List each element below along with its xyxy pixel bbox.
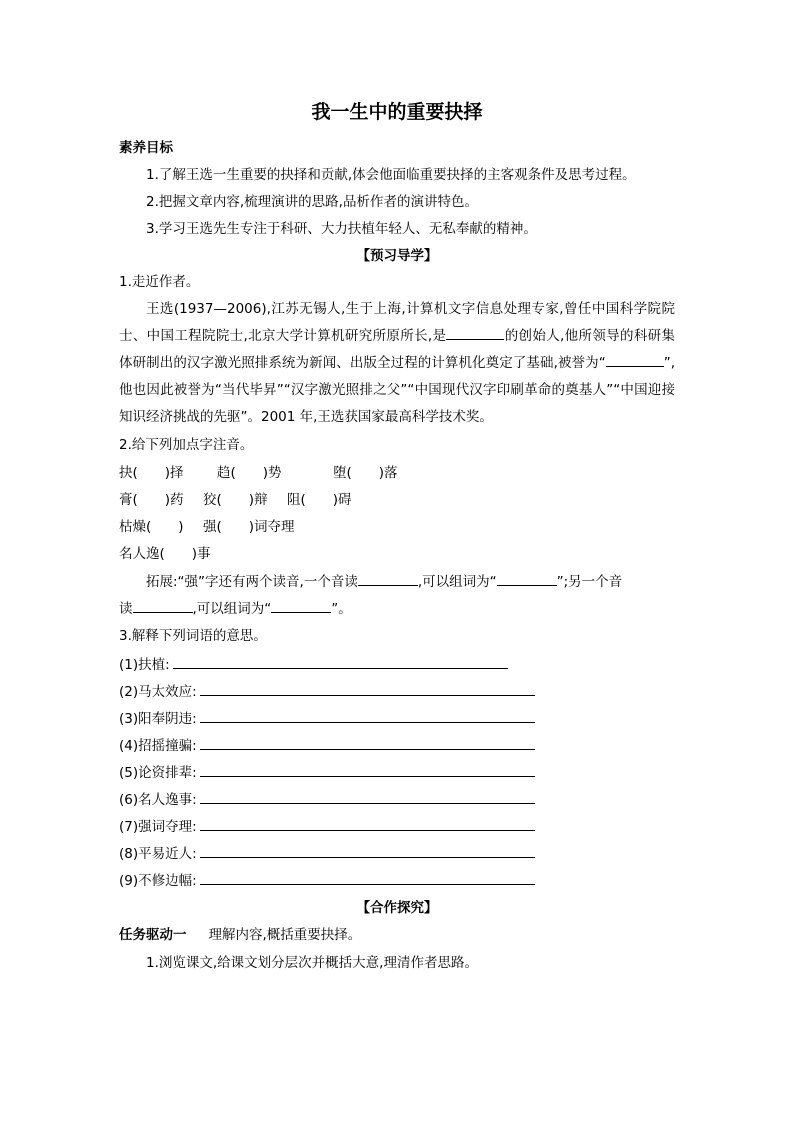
extension-text: 读 bbox=[119, 601, 133, 617]
pinyin-item[interactable]: 堕( )落 bbox=[333, 465, 398, 481]
task-label: 任务驱动一 bbox=[119, 927, 187, 943]
answer-line[interactable] bbox=[200, 844, 535, 858]
reading-blank-2[interactable] bbox=[133, 599, 193, 613]
pinyin-item[interactable]: 强( )词夺理 bbox=[203, 519, 295, 535]
term-label: (6)名人逸事: bbox=[119, 792, 197, 808]
word-blank-1[interactable] bbox=[497, 572, 557, 586]
definition-line bbox=[119, 709, 535, 728]
answer-line[interactable] bbox=[200, 763, 535, 777]
extension-text: ,可以组词为“ bbox=[417, 574, 497, 590]
page-title: 我一生中的重要抉择 bbox=[311, 101, 483, 123]
extension-text: 拓展:“强”字还有两个读音,一个音读 bbox=[146, 574, 358, 590]
pinyin-row-4 bbox=[119, 545, 211, 563]
term-label: (2)马太效应: bbox=[119, 684, 197, 700]
term-label: (8)平易近人: bbox=[119, 846, 197, 862]
answer-line[interactable] bbox=[200, 682, 535, 696]
extension-line-1 bbox=[146, 572, 622, 591]
definition-line bbox=[119, 736, 535, 755]
definition-line bbox=[119, 871, 535, 890]
pinyin-item[interactable]: 名人逸( )事 bbox=[119, 546, 211, 562]
answer-line[interactable] bbox=[200, 871, 535, 885]
author-intro-paragraph bbox=[119, 296, 675, 431]
pinyin-item[interactable]: 趋( )势 bbox=[217, 465, 282, 481]
definition-line bbox=[119, 655, 508, 674]
author-intro-part-3: ”,他也因此被誉为“当代毕昇”“汉字激光照排之父”“中国现代汉字印刷革命的奠基人”“中国迎接知识经济挑战的先驱”。2001 年,王选获国家最高科学技术奖。 bbox=[119, 355, 675, 425]
q3-label: 3.解释下列词语的意思。 bbox=[119, 628, 267, 644]
definition-line bbox=[119, 763, 535, 782]
reading-blank-1[interactable] bbox=[358, 572, 418, 586]
extension-text: ”。 bbox=[331, 601, 352, 617]
pinyin-item[interactable]: 枯燥( ) bbox=[119, 519, 184, 535]
answer-line[interactable] bbox=[173, 655, 508, 669]
answer-line[interactable] bbox=[200, 709, 535, 723]
preview-heading: 【预习导学】 bbox=[356, 248, 438, 264]
pinyin-row-1 bbox=[119, 464, 398, 482]
term-label: (4)招摇撞骗: bbox=[119, 738, 197, 754]
answer-line[interactable] bbox=[200, 790, 535, 804]
coop-heading: 【合作探究】 bbox=[356, 900, 438, 916]
q2-label: 2.给下列加点字注音。 bbox=[119, 437, 254, 453]
pinyin-item[interactable]: 狡( )辩 bbox=[203, 492, 268, 508]
answer-line[interactable] bbox=[200, 736, 535, 750]
definition-line bbox=[119, 682, 535, 701]
term-label: (5)论资排辈: bbox=[119, 765, 197, 781]
founder-blank[interactable] bbox=[446, 326, 504, 340]
goal-item-3: 3.学习王选先生专注于科研、大力扶植年轻人、无私奉献的精神。 bbox=[146, 221, 537, 237]
extension-text: ,可以组词为“ bbox=[192, 601, 272, 617]
pinyin-row-2 bbox=[119, 491, 352, 509]
goal-item-2: 2.把握文章内容,梳理演讲的思路,品析作者的演讲特色。 bbox=[146, 194, 478, 210]
author-intro-part-1: 王选(1937—2006),江苏无锡人,生于上海,计算机文字信息处理专家,曾任中国科学院院士、中国工程院院士,北京大学计算机研究所原所长,是 bbox=[119, 301, 675, 344]
pinyin-item[interactable]: 抉( )择 bbox=[119, 465, 184, 481]
term-label: (1)扶植: bbox=[119, 657, 170, 673]
honor-blank[interactable] bbox=[606, 353, 664, 367]
term-label: (7)强词夺理: bbox=[119, 819, 197, 835]
term-label: (9)不修边幅: bbox=[119, 873, 197, 889]
task-item-1: 1.浏览课文,给课文划分层次并概括大意,理清作者思路。 bbox=[146, 955, 478, 971]
q1-label: 1.走近作者。 bbox=[119, 274, 200, 290]
author-intro-part-2: 的创始人,他所领导的科研集体研制出的汉字激光照排系统为新闻、出版全过程的计算机化奠定了基础,被誉为“ bbox=[119, 328, 675, 371]
extension-line-2 bbox=[119, 599, 352, 618]
pinyin-item[interactable]: 阻( )碍 bbox=[287, 492, 352, 508]
term-label: (3)阳奉阴违: bbox=[119, 711, 197, 727]
task-text: 理解内容,概括重要抉择。 bbox=[208, 927, 362, 943]
goal-item-1: 1.了解王选一生重要的抉择和贡献,体会他面临重要抉择的主客观条件及思考过程。 bbox=[146, 167, 636, 183]
goals-heading: 素养目标 bbox=[119, 140, 173, 156]
definition-line bbox=[119, 790, 535, 809]
definition-line bbox=[119, 817, 535, 836]
definition-line bbox=[119, 844, 535, 863]
task-line bbox=[119, 926, 361, 944]
answer-line[interactable] bbox=[200, 817, 535, 831]
pinyin-row-3 bbox=[119, 518, 295, 536]
word-blank-2[interactable] bbox=[271, 599, 331, 613]
pinyin-item[interactable]: 膏( )药 bbox=[119, 492, 184, 508]
extension-text: ”;另一个音 bbox=[556, 574, 623, 590]
